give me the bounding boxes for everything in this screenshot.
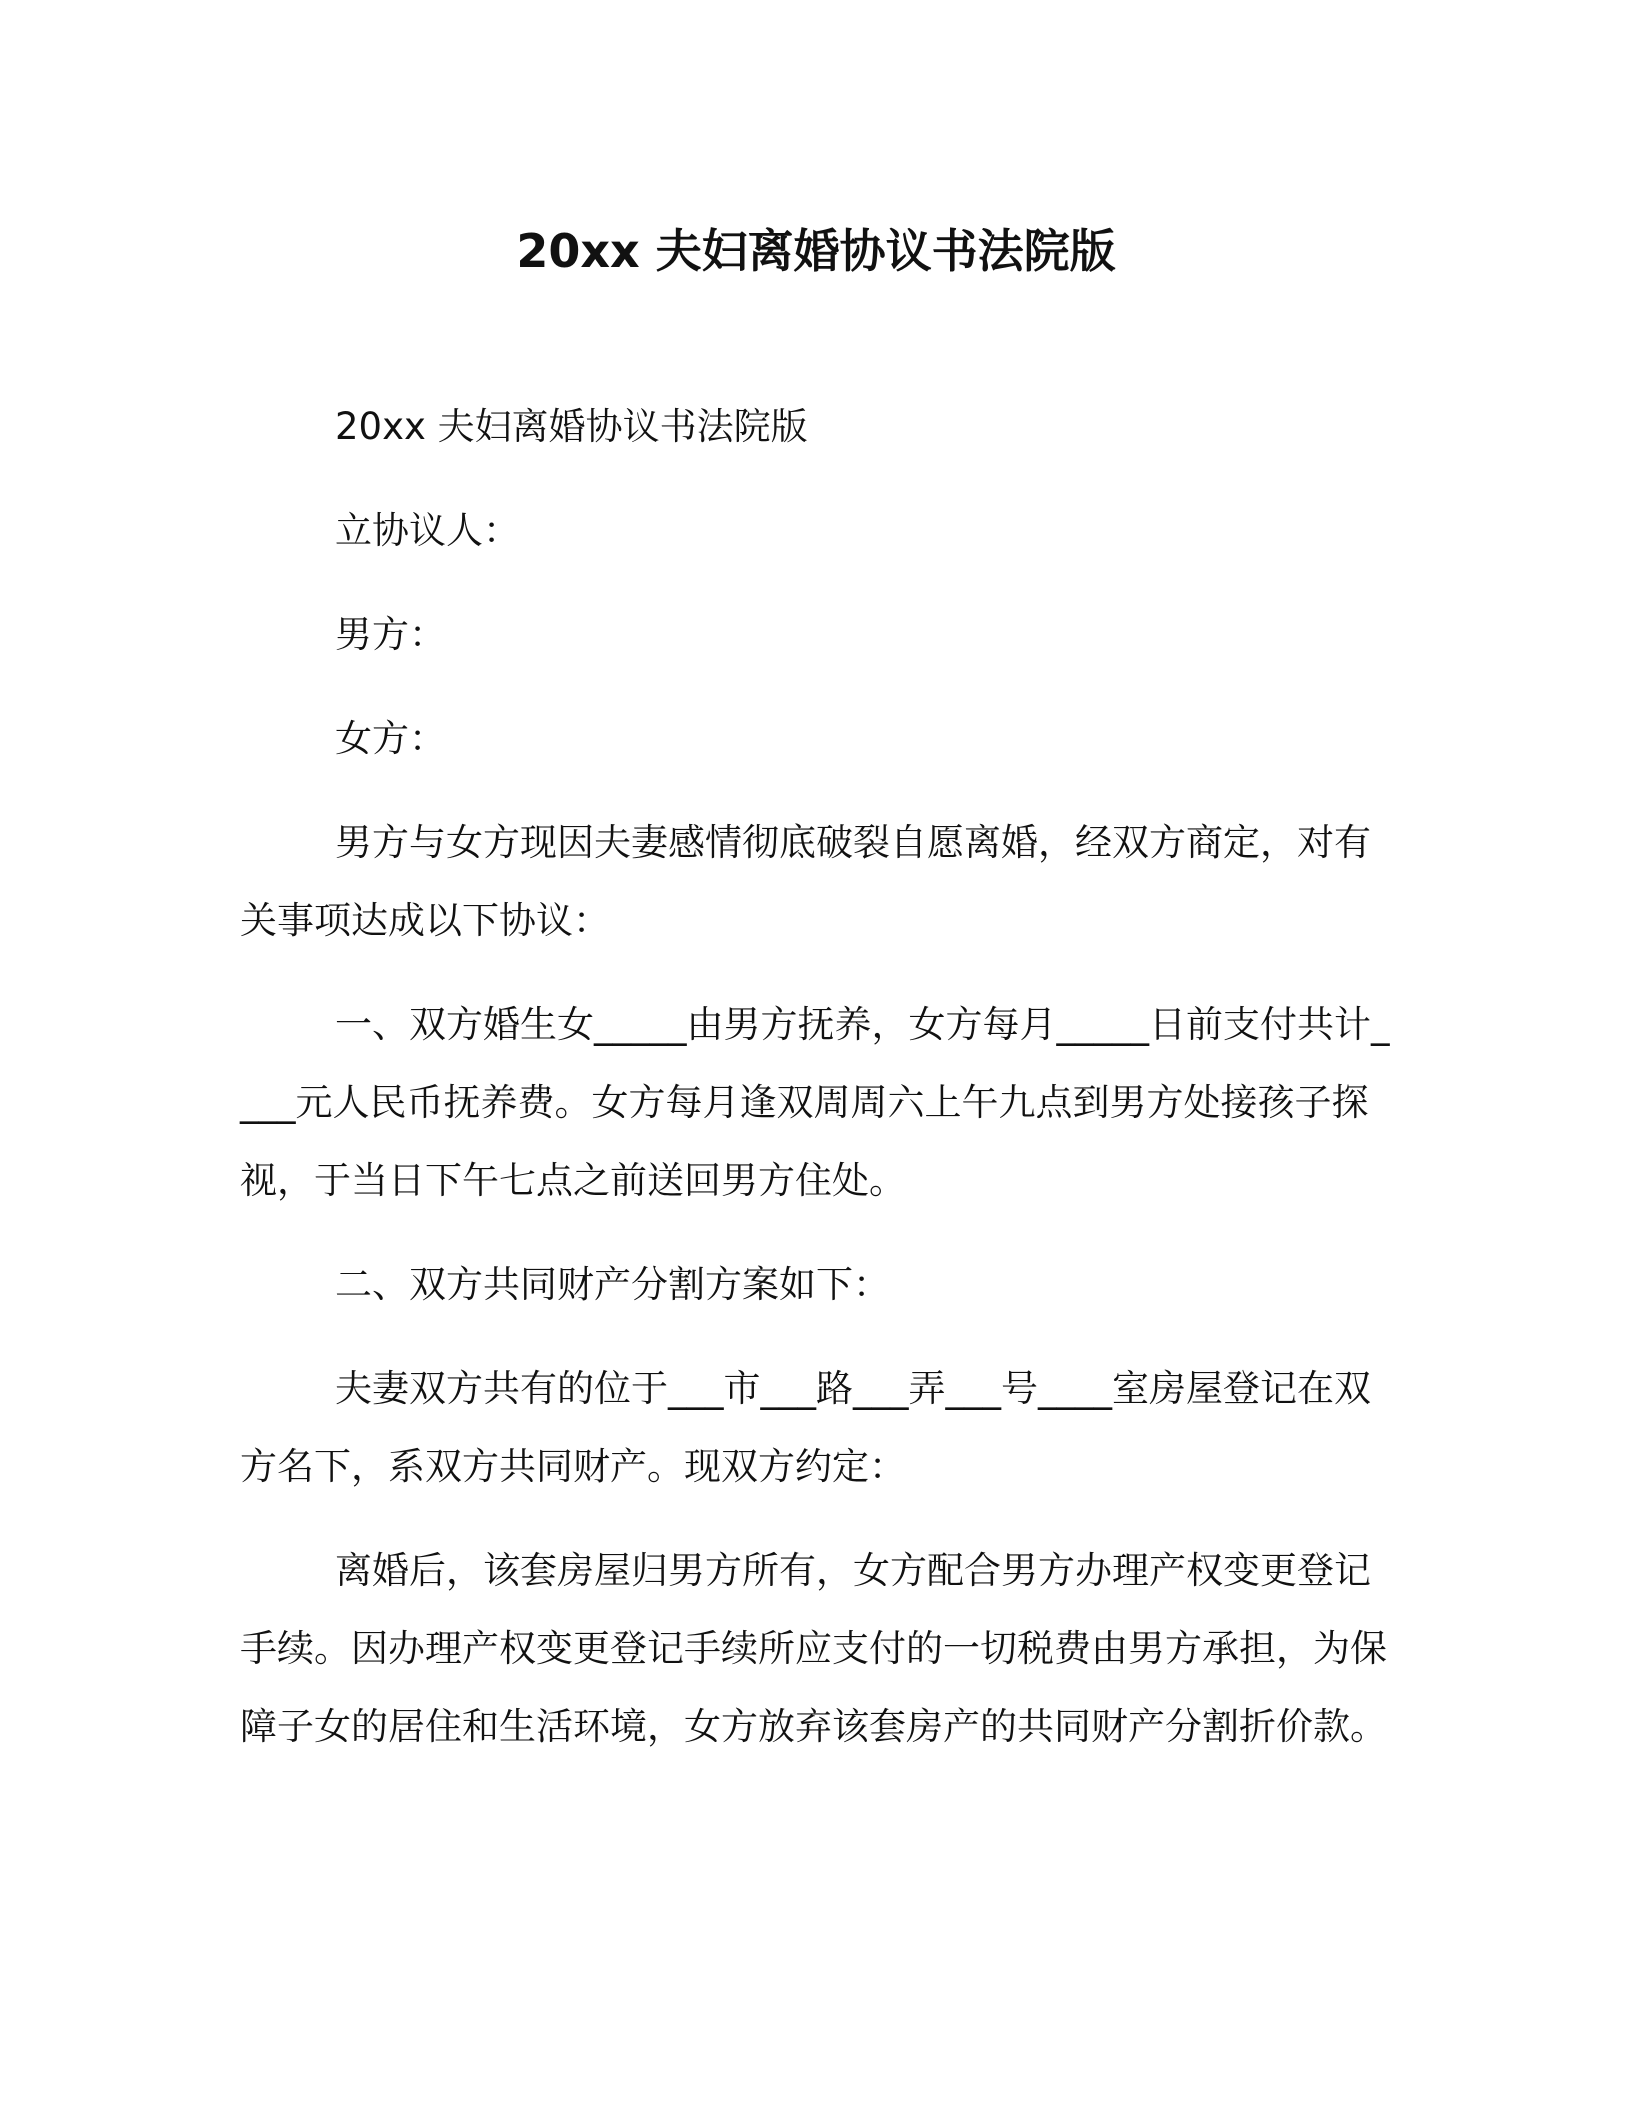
property-division-heading: 二、双方共同财产分割方案如下： [335, 1263, 890, 1306]
male-party-label: 男方： [335, 613, 446, 656]
document-title: 20xx 夫妇离婚协议书法院版 [516, 224, 1116, 278]
agreement-intro-paragraph: 男方与女方现因夫妻感情彻底破裂自愿离婚，经双方商定，对有关事项达成以下协议： [240, 821, 1371, 942]
house-ownership-paragraph: 离婚后，该套房屋归男方所有，女方配合男方办理产权变更登记手续。因办理产权变更登记手续所应支付的一切税费由男方承担，为保障子女的居住和生活环境，女方放弃该套房产的共同财产分割折价款。 [240, 1549, 1387, 1748]
shared-house-paragraph: 夫妻双方共有的位于___市___路___弄___号____室房屋登记在双方名下，系双方共同财产。现双方约定： [240, 1367, 1371, 1488]
child-custody-paragraph: 一、双方婚生女_____由男方抚养，女方每月_____日前支付共计____元人民币抚养费。女方每月逢双周周六上午九点到男方处接孩子探视，于当日下午七点之前送回男方住处。 [240, 1003, 1390, 1202]
document-body [240, 388, 1390, 1792]
parties-label: 立协议人： [335, 509, 520, 552]
female-party-label: 女方： [335, 717, 446, 760]
subtitle-paragraph: 20xx 夫妇离婚协议书法院版 [335, 405, 808, 448]
